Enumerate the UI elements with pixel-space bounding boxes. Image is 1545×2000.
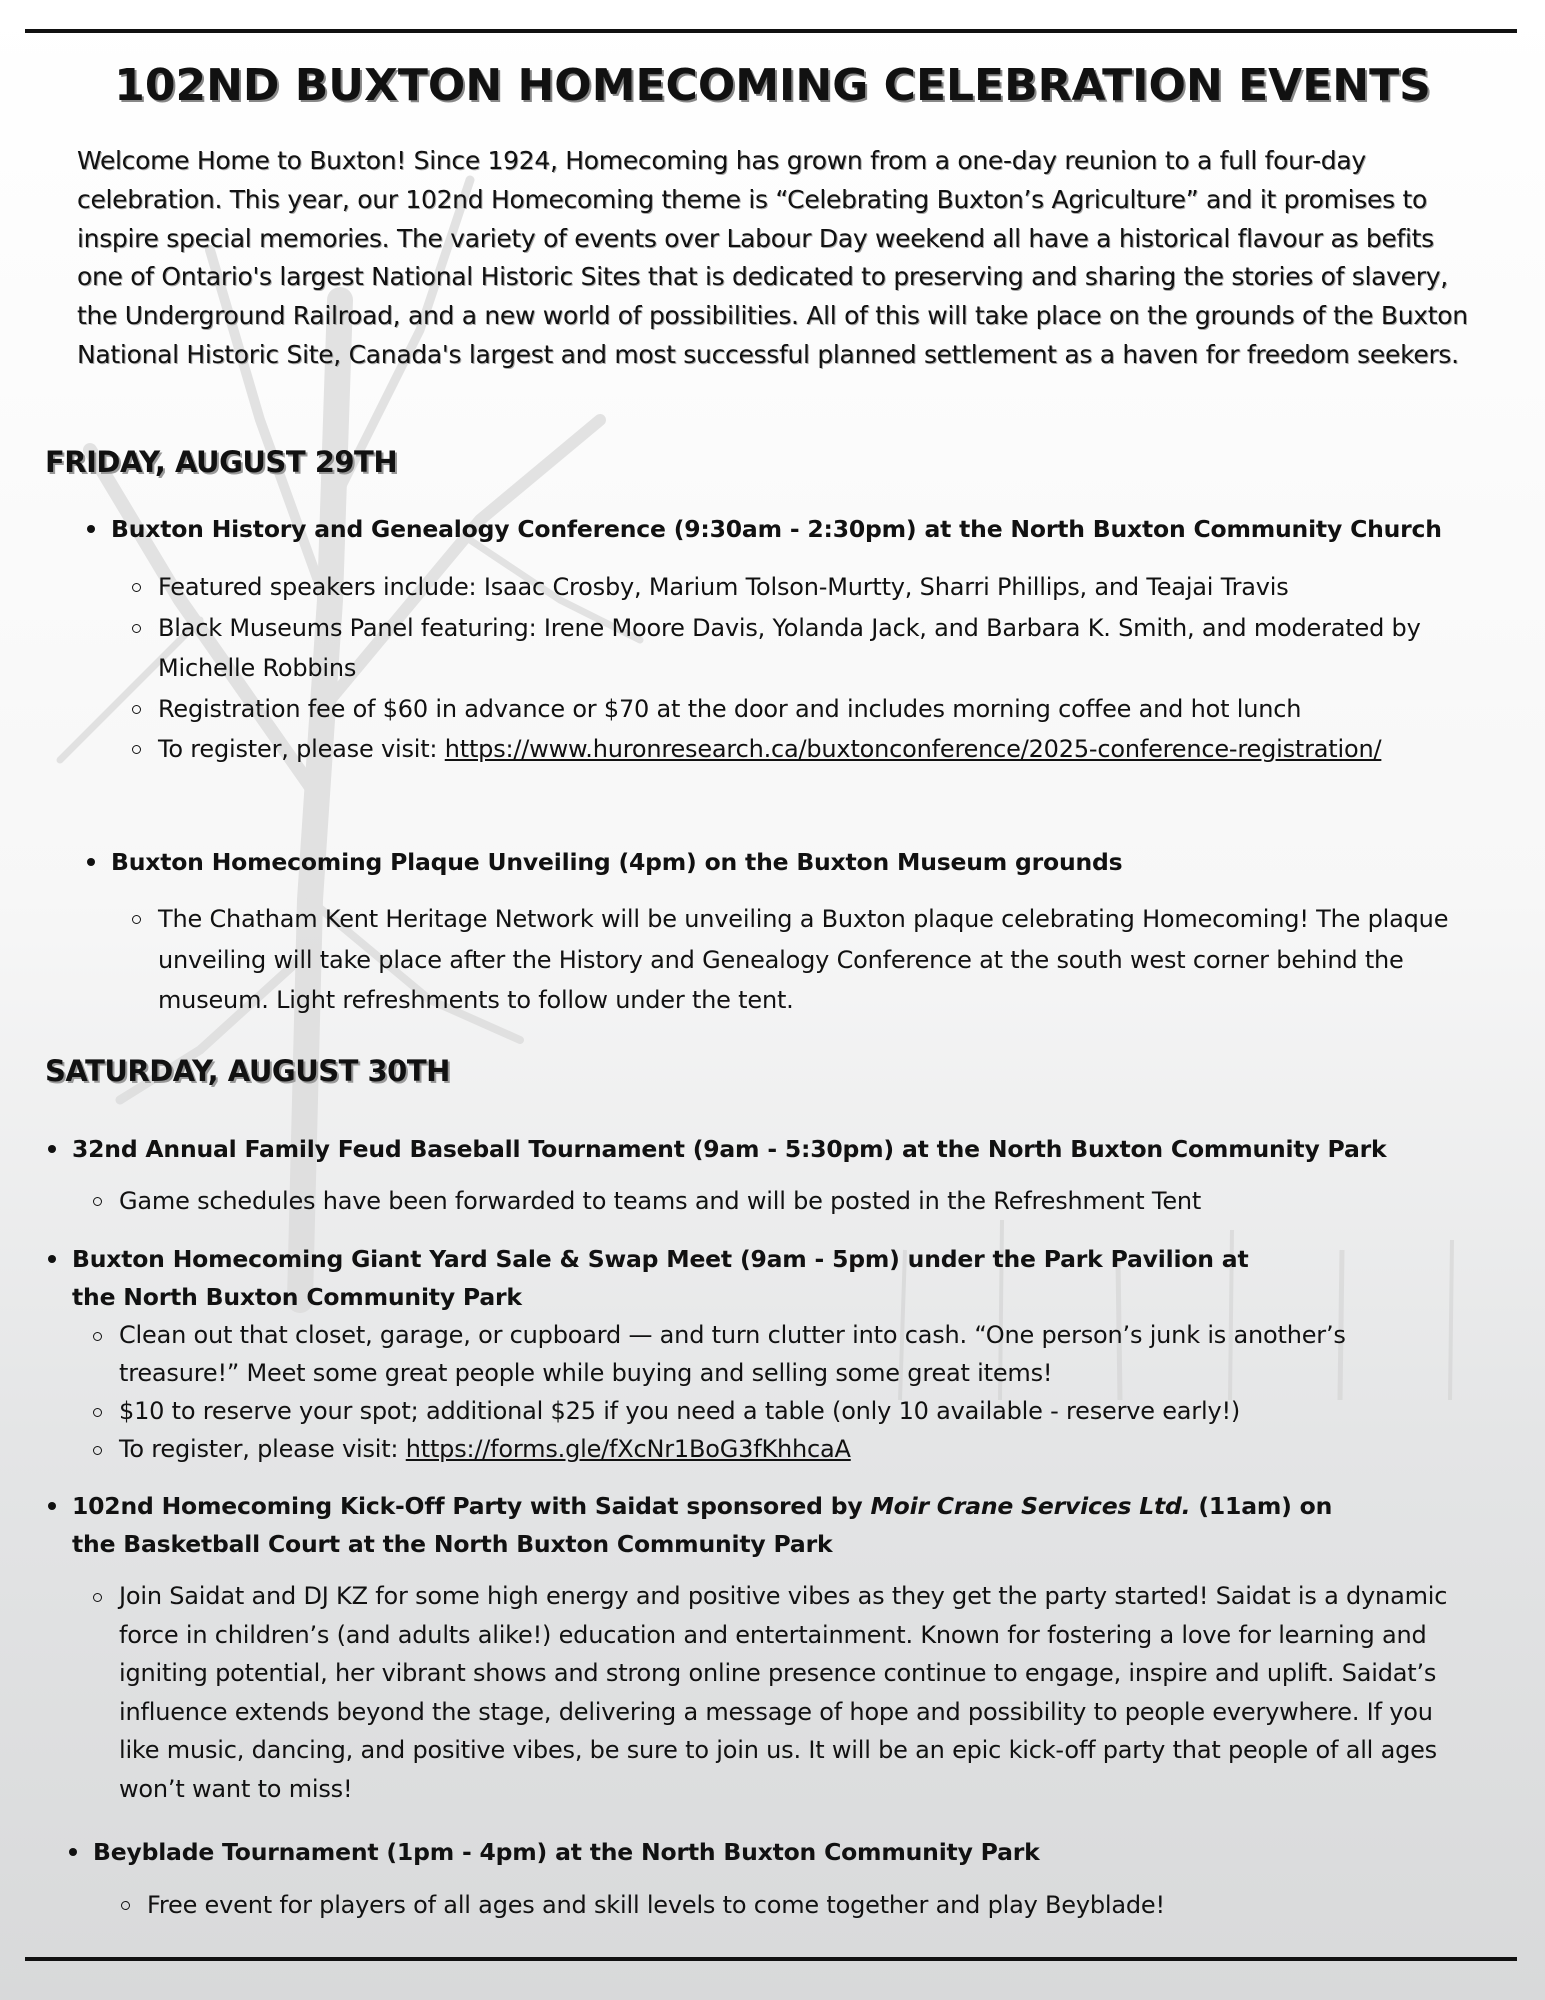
list-item: Featured speakers include: Isaac Crosby, Marium Tolson-Murtty, Sharri Phillips, and Teajai Travis bbox=[158, 567, 1458, 608]
circle-bullet-icon bbox=[132, 745, 141, 754]
circle-bullet-icon bbox=[93, 1332, 102, 1341]
list-item: $10 to reserve your spot; additional $25 if you need a table (only 10 available - reserve early!) bbox=[119, 1392, 1409, 1430]
bullet-icon bbox=[87, 858, 95, 866]
event-plaque-unveiling bbox=[111, 843, 1531, 881]
circle-bullet-icon bbox=[132, 705, 141, 714]
kickoff-party-details bbox=[119, 1577, 1479, 1808]
event-genealogy-conference bbox=[111, 510, 1531, 548]
circle-bullet-icon bbox=[132, 915, 141, 924]
bullet-icon bbox=[48, 1145, 56, 1153]
list-item: To register, please visit: https://www.huronresearch.ca/buxtonconference/2025-conference-registration/ bbox=[158, 729, 1458, 770]
event-title: Buxton Homecoming Giant Yard Sale & Swap Meet (9am - 5pm) under the Park Pavilion at the North Buxton Community Park bbox=[72, 1245, 1249, 1311]
plaque-unveiling-details bbox=[158, 899, 1458, 1021]
bullet-icon bbox=[48, 1502, 56, 1510]
event-yard-sale bbox=[72, 1240, 1272, 1316]
circle-bullet-icon bbox=[121, 1901, 130, 1910]
event-kickoff-party bbox=[72, 1487, 1372, 1563]
conference-registration-link[interactable]: https://www.huronresearch.ca/buxtonconference/2025-conference-registration/ bbox=[444, 735, 1382, 763]
event-title: 32nd Annual Family Feud Baseball Tournament (9am - 5:30pm) at the North Buxton Community Park bbox=[72, 1135, 1387, 1163]
list-item: Join Saidat and DJ KZ for some high energy and positive vibes as they get the party started! Saidat is a dynamic force in children’s (and adults alike!) education and entertainment. Known for fostering a love for learning and igniting potential, her vibrant shows and strong online presence continue to engage, inspire and uplift. Saidat’s influence extends beyond the stage, delivering a message of hope and possibility to people everywhere. If you like music, dancing, and positive vibes, be sure to join us. It will be an epic kick-off party that people of all ages won’t want to miss! bbox=[119, 1577, 1479, 1808]
beyblade-tournament-details bbox=[147, 1885, 1477, 1926]
yard-sale-details bbox=[119, 1316, 1409, 1468]
bullet-icon bbox=[69, 1848, 77, 1856]
event-title: Beyblade Tournament (1pm - 4pm) at the North Buxton Community Park bbox=[93, 1838, 1040, 1866]
list-item: Black Museums Panel featuring: Irene Moore Davis, Yolanda Jack, and Barbara K. Smith, and moderated by Michelle Robbins bbox=[158, 608, 1458, 689]
circle-bullet-icon bbox=[93, 1197, 102, 1206]
circle-bullet-icon bbox=[93, 1593, 102, 1602]
list-item: Registration fee of $60 in advance or $70 at the door and includes morning coffee and hot lunch bbox=[158, 689, 1458, 730]
event-baseball-tournament bbox=[72, 1130, 1512, 1168]
list-item: The Chatham Kent Heritage Network will be unveiling a Buxton plaque celebrating Homecoming! The plaque unveiling will take place after the History and Genealogy Conference at the south west corner behind the museum. Light refreshments to follow under the tent. bbox=[158, 899, 1458, 1021]
page-title: 102ND BUXTON HOMECOMING CELEBRATION EVENTS bbox=[114, 60, 1431, 111]
yard-sale-registration-link[interactable]: https://forms.gle/fXcNr1BoG3fKhhcaA bbox=[405, 1435, 851, 1463]
circle-bullet-icon bbox=[93, 1408, 102, 1417]
genealogy-conference-details bbox=[158, 567, 1458, 770]
bullet-icon bbox=[87, 525, 95, 533]
event-title-prefix: 102nd Homecoming Kick-Off Party with Saidat sponsored by bbox=[72, 1492, 871, 1520]
friday-heading: FRIDAY, AUGUST 29TH bbox=[45, 445, 398, 479]
event-title: Buxton History and Genealogy Conference (9:30am - 2:30pm) at the North Buxton Community Church bbox=[111, 515, 1442, 543]
intro-paragraph: Welcome Home to Buxton! Since 1924, Homecoming has grown from a one-day reunion to a full four-day celebration. This year, our 102nd Homecoming theme is “Celebrating Buxton’s Agriculture” and it promises to inspire special memories. The variety of events over Labour Day weekend all have a historical flavour as befits one of Ontario's largest National Historic Sites that is dedicated to preserving and sharing the stories of slavery, the Underground Railroad, and a new world of possibilities. All of this will take place on the grounds of the Buxton National Historic Site, Canada's largest and most successful planned settlement as a haven for freedom seekers. bbox=[77, 146, 1468, 369]
circle-bullet-icon bbox=[132, 583, 141, 592]
bullet-icon bbox=[48, 1255, 56, 1263]
baseball-tournament-details bbox=[119, 1181, 1459, 1222]
list-item: Game schedules have been forwarded to teams and will be posted in the Refreshment Tent bbox=[119, 1181, 1459, 1222]
circle-bullet-icon bbox=[132, 624, 141, 633]
event-title: Buxton Homecoming Plaque Unveiling (4pm) on the Buxton Museum grounds bbox=[111, 848, 1123, 876]
list-item: To register, please visit: https://forms.gle/fXcNr1BoG3fKhhcaA bbox=[119, 1430, 1409, 1468]
saturday-heading: SATURDAY, AUGUST 30TH bbox=[45, 1054, 450, 1088]
sponsor-name: Moir Crane Services Ltd. bbox=[870, 1492, 1191, 1520]
event-title-suffix: (11am) on the Basketball Court at the North Buxton Community Park bbox=[72, 1492, 1333, 1558]
list-item: Free event for players of all ages and skill levels to come together and play Beyblade! bbox=[147, 1885, 1477, 1926]
list-item: Clean out that closet, garage, or cupboard — and turn clutter into cash. “One person’s junk is another’s treasure!” Meet some great people while buying and selling some great items! bbox=[119, 1316, 1409, 1392]
circle-bullet-icon bbox=[93, 1446, 102, 1455]
event-beyblade-tournament bbox=[93, 1833, 1493, 1871]
